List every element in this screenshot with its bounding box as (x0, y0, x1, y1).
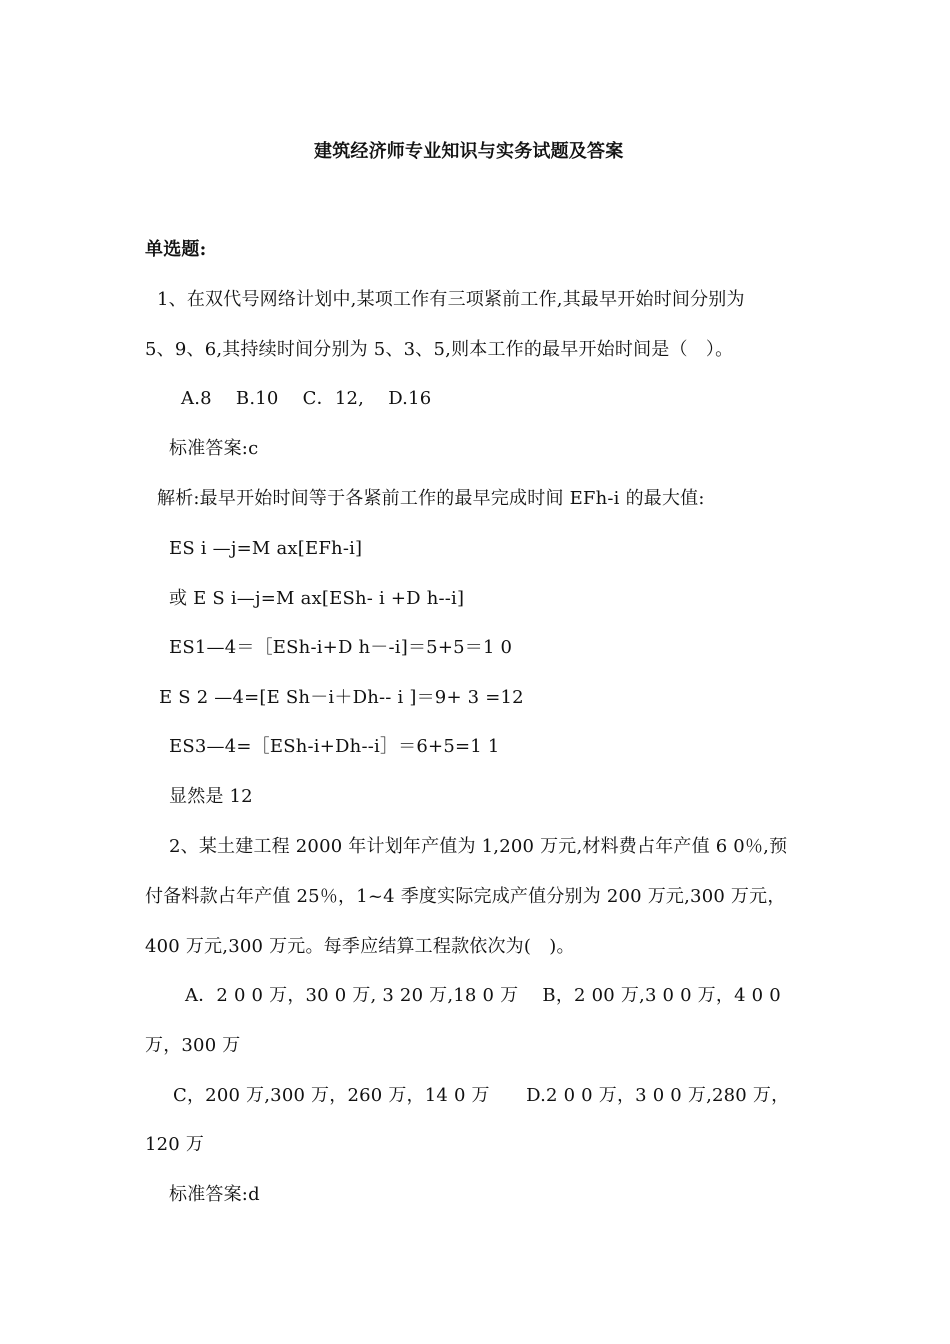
q2-answer: 标准答案:d (169, 1184, 260, 1205)
q1-formula2: 或 E S i—j=M ax[ESh- i +D h--i] (169, 588, 465, 609)
q1-answer: 标准答案:c (169, 438, 259, 459)
q1-formula3: ES1—4＝［ESh-i+D h－-i]＝5+5＝1 0 (169, 637, 513, 658)
q2-options-ab-line1: A．2 0 0 万，30 0 万, 3 20 万,18 0 万 B，2 00 万,3 0 0 万，4 0 0 (185, 985, 781, 1006)
q1-conclusion: 显然是 12 (169, 786, 253, 807)
q1-formula5: ES3—4=［ESh-i+Dh--i］＝6+5=1 1 (169, 736, 500, 757)
q1-analysis: 解析:最早开始时间等于各紧前工作的最早完成时间 EFh-i 的最大值: (157, 488, 705, 509)
q2-stem-line3: 400 万元,300 万元。每季应结算工程款依次为( )。 (145, 936, 575, 957)
q1-stem-line2: 5、9、6,其持续时间分别为 5、3、5,则本工作的最早开始时间是（ ）。 (145, 339, 734, 360)
q1-options: A.8 B.10 C．12, D.16 (181, 388, 432, 409)
document-title: 建筑经济师专业知识与实务试题及答案 (314, 141, 624, 162)
section-heading: 单选题: (145, 239, 207, 260)
q1-formula4: E S 2 —4=[E Sh－i＋Dh-- i ]＝9+ 3 =12 (159, 687, 524, 708)
q2-options-cd-line1: C，200 万,300 万，260 万，14 0 万 D.2 0 0 万，3 0 0 万,280 万， (173, 1085, 790, 1106)
q1-stem-line1: 1、在双代号网络计划中,某项工作有三项紧前工作,其最早开始时间分别为 (157, 289, 745, 310)
q2-stem-line2: 付备料款占年产值 25％，1~4 季度实际完成产值分别为 200 万元,300 万元， (145, 886, 786, 907)
q2-stem-line1: 2、某土建工程 2000 年计划年产值为 1,200 万元,材料费占年产值 6 0％,预 (169, 836, 788, 857)
q2-options-ab-line2: 万，300 万 (145, 1035, 241, 1056)
q2-options-cd-line2: 120 万 (145, 1134, 205, 1155)
q1-formula1: ES i —j=M ax[EFh-i] (169, 538, 363, 559)
